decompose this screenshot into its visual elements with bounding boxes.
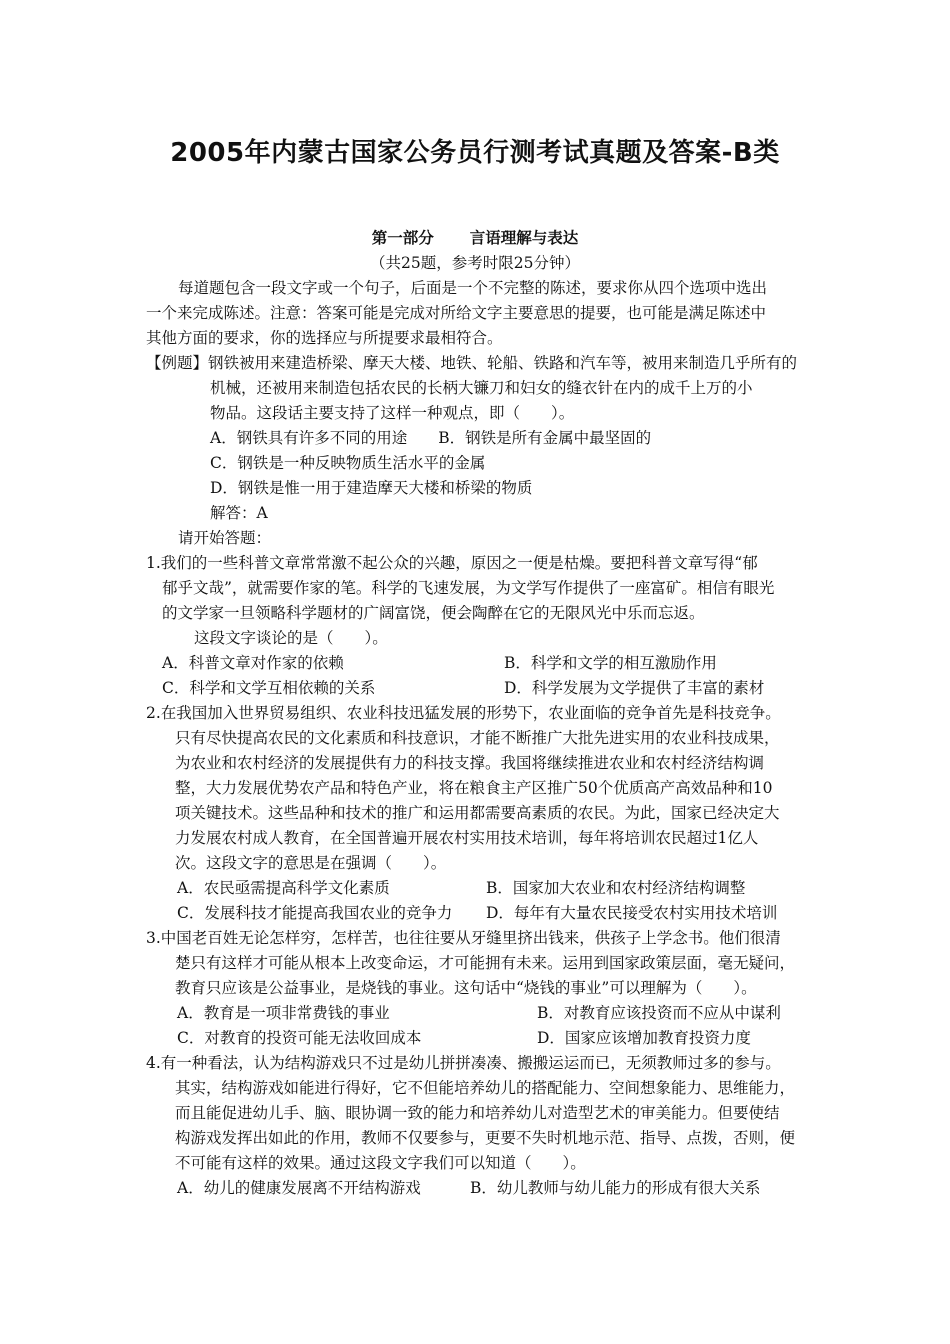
start-prompt: 请开始答题：	[178, 529, 272, 547]
section-name: 言语理解与表达	[469, 229, 579, 247]
question-4-line: 不可能有这样的效果。通过这段文字我们可以知道（ ）。	[175, 1154, 586, 1172]
question-1-line: 郁乎文哉”，就需要作家的笔。科学的飞速发展，为文学写作提供了一座富矿。相信有眼光	[162, 579, 775, 597]
question-3-option-c: C．对教育的投资可能无法收回成本	[177, 1029, 422, 1047]
question-2-line: 力发展农村成人教育，在全国普遍开展农村实用技术培训，每年将培训农民超过1亿人	[175, 829, 759, 847]
section-part: 第一部分	[371, 229, 434, 247]
example-option: D．钢铁是惟一用于建造摩天大楼和桥梁的物质	[210, 479, 533, 497]
question-3-line: 3.中国老百姓无论怎样穷，怎样苦，也往往要从牙缝里挤出钱来，供孩子上学念书。他们很清	[146, 929, 781, 947]
question-2-option-d: D．每年有大量农民接受农村实用技术培训	[486, 904, 778, 922]
question-1-option-a: A．科普文章对作家的依赖	[162, 654, 344, 672]
question-4-option-b: B．幼儿教师与幼儿能力的形成有很大关系	[470, 1179, 761, 1197]
example-line: 物品。这段话主要支持了这样一种观点，即（ ）。	[210, 404, 575, 422]
question-4-line: 其实，结构游戏如能进行得好，它不但能培养幼儿的搭配能力、空间想象能力、思维能力，	[175, 1079, 796, 1097]
question-2-option-c: C．发展科技才能提高我国农业的竞争力	[177, 904, 453, 922]
question-4-option-a: A．幼儿的健康发展离不开结构游戏	[177, 1179, 421, 1197]
instruction-line: 其他方面的要求，你的选择应与所提要求最相符合。	[146, 329, 503, 347]
question-4-line: 而且能促进幼儿手、脑、眼协调一致的能力和培养幼儿对造型艺术的审美能力。但要使结	[175, 1104, 780, 1122]
question-3-option-d: D．国家应该增加教育投资力度	[537, 1029, 751, 1047]
question-1-option-c: C．科学和文学互相依赖的关系	[162, 679, 376, 697]
question-2-line: 次。这段文字的意思是在强调（ ）。	[175, 854, 447, 872]
example-line: 机械，还被用来制造包括农民的长柄大镰刀和妇女的缝衣针在内的成千上万的小	[210, 379, 753, 397]
question-2-line: 整，大力发展优势农产品和特色产业，将在粮食主产区推广50个优质高产高效品种和10	[175, 779, 773, 797]
question-2-option-a: A．农民亟需提高科学文化素质	[177, 879, 390, 897]
section-note: （共25题，参考时限25分钟）	[370, 254, 580, 272]
example-option: A．钢铁具有许多不同的用途 B．钢铁是所有金属中最坚固的	[210, 429, 652, 447]
example-answer: 解答：A	[210, 504, 268, 522]
question-2-line: 2.在我国加入世界贸易组织、农业科技迅猛发展的形势下，农业面临的竞争首先是科技竞争。	[146, 704, 781, 722]
question-3-option-b: B．对教育应该投资而不应从中谋利	[537, 1004, 781, 1022]
example-line: 【例题】钢铁被用来建造桥梁、摩天大楼、地铁、轮船、铁路和汽车等，被用来制造几乎所有的	[146, 354, 798, 372]
question-4-line: 构游戏发挥出如此的作用，教师不仅要参与，更要不失时机地示范、指导、点拨，否则，便	[175, 1129, 796, 1147]
question-1-stem: 这段文字谈论的是（ ）。	[194, 629, 388, 647]
question-2-option-b: B．国家加大农业和农村经济结构调整	[486, 879, 746, 897]
question-4-line: 4.有一种看法，认为结构游戏只不过是幼儿拼拼凑凑、搬搬运运而已，无须教师过多的参与。	[146, 1054, 781, 1072]
question-1-option-b: B．科学和文学的相互激励作用	[504, 654, 717, 672]
instruction-line: 每道题包含一段文字或一个句子，后面是一个不完整的陈述，要求你从四个选项中选出	[178, 279, 768, 297]
section-heading	[0, 228, 950, 248]
instruction-line: 一个来完成陈述。注意：答案可能是完成对所给文字主要意思的提要，也可能是满足陈述中	[146, 304, 767, 322]
question-1-line: 1.我们的一些科普文章常常激不起公众的兴趣，原因之一便是枯燥。要把科普文章写得“郁	[146, 554, 758, 572]
question-3-line: 教育只应该是公益事业，是烧钱的事业。这句话中“烧钱的事业”可以理解为（ ）。	[175, 979, 757, 997]
question-1-line: 的文学家一旦领略科学题材的广阔富饶，便会陶醉在它的无限风光中乐而忘返。	[162, 604, 705, 622]
question-1-option-d: D．科学发展为文学提供了丰富的素材	[504, 679, 765, 697]
question-3-line: 楚只有这样才可能从根本上改变命运，才可能拥有未来。运用到国家政策层面，毫无疑问，	[175, 954, 796, 972]
document-title: 2005年内蒙古国家公务员行测考试真题及答案-B类	[170, 138, 780, 168]
question-2-line: 项关键技术。这些品种和技术的推广和运用都需要高素质的农民。为此，国家已经决定大	[175, 804, 780, 822]
example-option: C．钢铁是一种反映物质生活水平的金属	[210, 454, 486, 472]
question-3-option-a: A．教育是一项非常费钱的事业	[177, 1004, 390, 1022]
question-2-line: 只有尽快提高农民的文化素质和科技意识，才能不断推广大批先进实用的农业科技成果，	[175, 729, 780, 747]
question-2-line: 为农业和农村经济的发展提供有力的科技支撑。我国将继续推进农业和农村经济结构调	[175, 754, 765, 772]
